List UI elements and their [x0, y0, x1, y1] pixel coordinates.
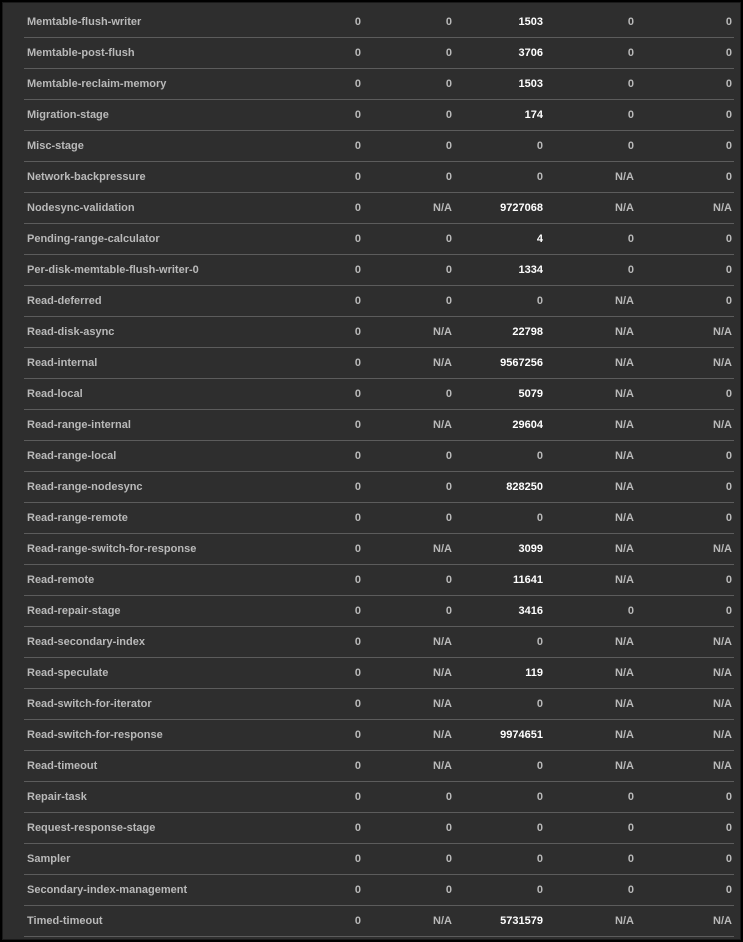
value-col-5: 0: [725, 109, 732, 121]
value-col-4: N/A: [615, 574, 634, 586]
value-col-2: 0: [445, 264, 452, 276]
value-col-1: 0: [354, 698, 361, 710]
value-col-3: 0: [536, 295, 543, 307]
value-col-2: 0: [445, 233, 452, 245]
value-col-4: N/A: [615, 450, 634, 462]
table-row: [24, 472, 734, 503]
pool-name: Nodesync-validation: [27, 202, 135, 214]
value-col-2: 0: [445, 822, 452, 834]
value-col-3: 5731579: [500, 915, 543, 927]
value-col-2: 0: [445, 481, 452, 493]
value-col-1: 0: [354, 264, 361, 276]
pool-name: Timed-timeout: [27, 915, 103, 927]
value-col-4: 0: [627, 233, 634, 245]
value-col-2: 0: [445, 109, 452, 121]
value-col-1: 0: [354, 605, 361, 617]
value-col-2: N/A: [433, 543, 452, 555]
table-row: [24, 844, 734, 875]
value-col-4: 0: [627, 791, 634, 803]
value-col-5: 0: [725, 233, 732, 245]
value-col-3: 1334: [518, 264, 543, 276]
pool-name: Sampler: [27, 853, 71, 865]
value-col-3: 1503: [518, 78, 543, 90]
value-col-1: 0: [354, 450, 361, 462]
value-col-5: N/A: [713, 326, 732, 338]
pool-name: Repair-task: [27, 791, 87, 803]
value-col-4: N/A: [615, 295, 634, 307]
value-col-2: 0: [445, 512, 452, 524]
value-col-4: N/A: [615, 667, 634, 679]
table-row: [24, 193, 734, 224]
value-col-2: 0: [445, 295, 452, 307]
table-row: [24, 348, 734, 379]
value-col-1: 0: [354, 512, 361, 524]
table-row: [24, 286, 734, 317]
value-col-5: N/A: [713, 915, 732, 927]
value-col-1: 0: [354, 388, 361, 400]
value-col-2: N/A: [433, 667, 452, 679]
table-row: [24, 441, 734, 472]
value-col-5: N/A: [713, 667, 732, 679]
value-col-1: 0: [354, 419, 361, 431]
value-col-3: 0: [536, 698, 543, 710]
value-col-3: 0: [536, 884, 543, 896]
value-col-2: N/A: [433, 326, 452, 338]
value-col-5: 0: [725, 171, 732, 183]
value-col-5: 0: [725, 450, 732, 462]
value-col-5: 0: [725, 140, 732, 152]
value-col-3: 0: [536, 853, 543, 865]
table-row: [24, 875, 734, 906]
pool-name: Memtable-flush-writer: [27, 16, 142, 28]
pool-name: Read-range-remote: [27, 512, 128, 524]
value-col-1: 0: [354, 140, 361, 152]
value-col-1: 0: [354, 16, 361, 28]
pool-name: Memtable-post-flush: [27, 47, 135, 59]
value-col-4: 0: [627, 605, 634, 617]
value-col-3: 0: [536, 512, 543, 524]
value-col-5: N/A: [713, 419, 732, 431]
value-col-2: N/A: [433, 419, 452, 431]
value-col-2: 0: [445, 884, 452, 896]
value-col-4: N/A: [615, 636, 634, 648]
value-col-2: 0: [445, 16, 452, 28]
table-row: [24, 751, 734, 782]
value-col-3: 0: [536, 171, 543, 183]
value-col-3: 9567256: [500, 357, 543, 369]
value-col-2: N/A: [433, 202, 452, 214]
value-col-3: 9727068: [500, 202, 543, 214]
pool-name: Read-secondary-index: [27, 636, 145, 648]
value-col-2: N/A: [433, 636, 452, 648]
value-col-2: 0: [445, 171, 452, 183]
value-col-5: 0: [725, 574, 732, 586]
value-col-3: 11641: [513, 574, 543, 586]
value-col-2: 0: [445, 791, 452, 803]
value-col-4: N/A: [615, 512, 634, 524]
value-col-2: 0: [445, 78, 452, 90]
value-col-4: 0: [627, 853, 634, 865]
value-col-5: 0: [725, 512, 732, 524]
value-col-1: 0: [354, 791, 361, 803]
value-col-1: 0: [354, 667, 361, 679]
value-col-2: 0: [445, 605, 452, 617]
value-col-1: 0: [354, 357, 361, 369]
value-col-4: N/A: [615, 543, 634, 555]
table-row: [24, 565, 734, 596]
value-col-3: 3706: [518, 47, 543, 59]
value-col-4: N/A: [615, 481, 634, 493]
value-col-4: N/A: [615, 915, 634, 927]
value-col-3: 5079: [518, 388, 543, 400]
table-row: [24, 379, 734, 410]
table-row: [24, 255, 734, 286]
value-col-4: 0: [627, 47, 634, 59]
table-row: [24, 38, 734, 69]
value-col-3: 29604: [512, 419, 543, 431]
value-col-2: N/A: [433, 915, 452, 927]
value-col-3: 0: [536, 791, 543, 803]
table-row: [24, 100, 734, 131]
value-col-1: 0: [354, 233, 361, 245]
value-col-2: N/A: [433, 357, 452, 369]
value-col-5: 0: [725, 78, 732, 90]
thread-pool-table: [24, 7, 734, 937]
value-col-4: N/A: [615, 326, 634, 338]
pool-name: Read-deferred: [27, 295, 102, 307]
pool-name: Pending-range-calculator: [27, 233, 160, 245]
table-row: [24, 534, 734, 565]
pool-name: Read-remote: [27, 574, 95, 586]
table-row: [24, 689, 734, 720]
value-col-3: 174: [524, 109, 543, 121]
value-col-5: 0: [725, 605, 732, 617]
value-col-1: 0: [354, 202, 361, 214]
value-col-5: 0: [725, 481, 732, 493]
value-col-4: N/A: [615, 760, 634, 772]
value-col-3: 0: [536, 140, 543, 152]
value-col-4: 0: [627, 822, 634, 834]
value-col-2: 0: [445, 574, 452, 586]
table-row: [24, 658, 734, 689]
value-col-5: N/A: [713, 698, 732, 710]
value-col-1: 0: [354, 109, 361, 121]
pool-name: Read-range-internal: [27, 419, 131, 431]
value-col-2: 0: [445, 450, 452, 462]
pool-name: Read-local: [27, 388, 83, 400]
table-row: [24, 224, 734, 255]
value-col-5: 0: [725, 264, 732, 276]
value-col-4: 0: [627, 884, 634, 896]
value-col-3: 22798: [512, 326, 543, 338]
value-col-1: 0: [354, 853, 361, 865]
value-col-1: 0: [354, 78, 361, 90]
value-col-5: 0: [725, 884, 732, 896]
table-row: [24, 131, 734, 162]
pool-name: Read-timeout: [27, 760, 98, 772]
value-col-4: N/A: [615, 388, 634, 400]
value-col-1: 0: [354, 47, 361, 59]
pool-name: Per-disk-memtable-flush-writer-0: [27, 264, 199, 276]
value-col-4: N/A: [615, 202, 634, 214]
pool-name: Request-response-stage: [27, 822, 156, 834]
value-col-3: 0: [536, 822, 543, 834]
value-col-5: 0: [725, 388, 732, 400]
pool-name: Read-switch-for-iterator: [27, 698, 152, 710]
value-col-3: 0: [536, 636, 543, 648]
value-col-5: N/A: [713, 729, 732, 741]
table-row: [24, 906, 734, 937]
value-col-5: 0: [725, 295, 732, 307]
value-col-4: 0: [627, 264, 634, 276]
value-col-2: 0: [445, 140, 452, 152]
pool-name: Read-switch-for-response: [27, 729, 163, 741]
value-col-1: 0: [354, 171, 361, 183]
table-row: [24, 162, 734, 193]
value-col-3: 119: [525, 667, 543, 679]
table-row: [24, 7, 734, 38]
value-col-1: 0: [354, 295, 361, 307]
value-col-2: N/A: [433, 729, 452, 741]
table-row: [24, 627, 734, 658]
pool-name: Secondary-index-management: [27, 884, 188, 896]
value-col-1: 0: [354, 729, 361, 741]
value-col-5: N/A: [713, 357, 732, 369]
value-col-3: 3416: [518, 605, 543, 617]
value-col-2: 0: [445, 47, 452, 59]
value-col-5: 0: [725, 822, 732, 834]
value-col-5: N/A: [713, 760, 732, 772]
value-col-2: 0: [445, 853, 452, 865]
table-row: [24, 410, 734, 441]
thread-pool-stats-panel: [2, 2, 741, 940]
value-col-4: N/A: [615, 357, 634, 369]
value-col-3: 9974651: [500, 729, 543, 741]
value-col-1: 0: [354, 822, 361, 834]
table-row: [24, 503, 734, 534]
value-col-4: 0: [627, 78, 634, 90]
pool-name: Read-disk-async: [27, 326, 115, 338]
value-col-3: 4: [536, 233, 543, 245]
value-col-1: 0: [354, 884, 361, 896]
pool-name: Read-repair-stage: [27, 605, 121, 617]
pool-name: Read-range-local: [27, 450, 117, 462]
value-col-1: 0: [354, 326, 361, 338]
value-col-3: 0: [536, 450, 543, 462]
value-col-2: N/A: [433, 698, 452, 710]
value-col-5: 0: [725, 16, 732, 28]
pool-name: Misc-stage: [27, 140, 84, 152]
value-col-1: 0: [354, 915, 361, 927]
table-row: [24, 69, 734, 100]
value-col-4: N/A: [615, 698, 634, 710]
value-col-5: N/A: [713, 202, 732, 214]
value-col-4: N/A: [615, 171, 634, 183]
table-row: [24, 720, 734, 751]
pool-name: Network-backpressure: [27, 171, 146, 183]
value-col-5: 0: [725, 47, 732, 59]
value-col-4: N/A: [615, 419, 634, 431]
value-col-1: 0: [354, 543, 361, 555]
value-col-3: 3099: [518, 543, 543, 555]
value-col-2: 0: [445, 388, 452, 400]
value-col-5: N/A: [713, 636, 732, 648]
value-col-3: 828250: [506, 481, 543, 493]
value-col-3: 0: [536, 760, 543, 772]
pool-name: Read-speculate: [27, 667, 109, 679]
value-col-5: 0: [725, 791, 732, 803]
value-col-4: 0: [627, 140, 634, 152]
table-row: [24, 813, 734, 844]
pool-name: Read-internal: [27, 357, 98, 369]
table-row: [24, 317, 734, 348]
table-row: [24, 596, 734, 627]
pool-name: Read-range-switch-for-response: [27, 543, 197, 555]
pool-name: Migration-stage: [27, 109, 109, 121]
value-col-1: 0: [354, 574, 361, 586]
value-col-5: N/A: [713, 543, 732, 555]
table-row: [24, 782, 734, 813]
value-col-1: 0: [354, 760, 361, 772]
value-col-4: 0: [627, 16, 634, 28]
pool-name: Read-range-nodesync: [27, 481, 143, 493]
value-col-3: 1503: [518, 16, 543, 28]
value-col-1: 0: [354, 636, 361, 648]
value-col-2: N/A: [433, 760, 452, 772]
value-col-5: 0: [725, 853, 732, 865]
value-col-4: N/A: [615, 729, 634, 741]
value-col-1: 0: [354, 481, 361, 493]
pool-name: Memtable-reclaim-memory: [27, 78, 167, 90]
value-col-4: 0: [627, 109, 634, 121]
